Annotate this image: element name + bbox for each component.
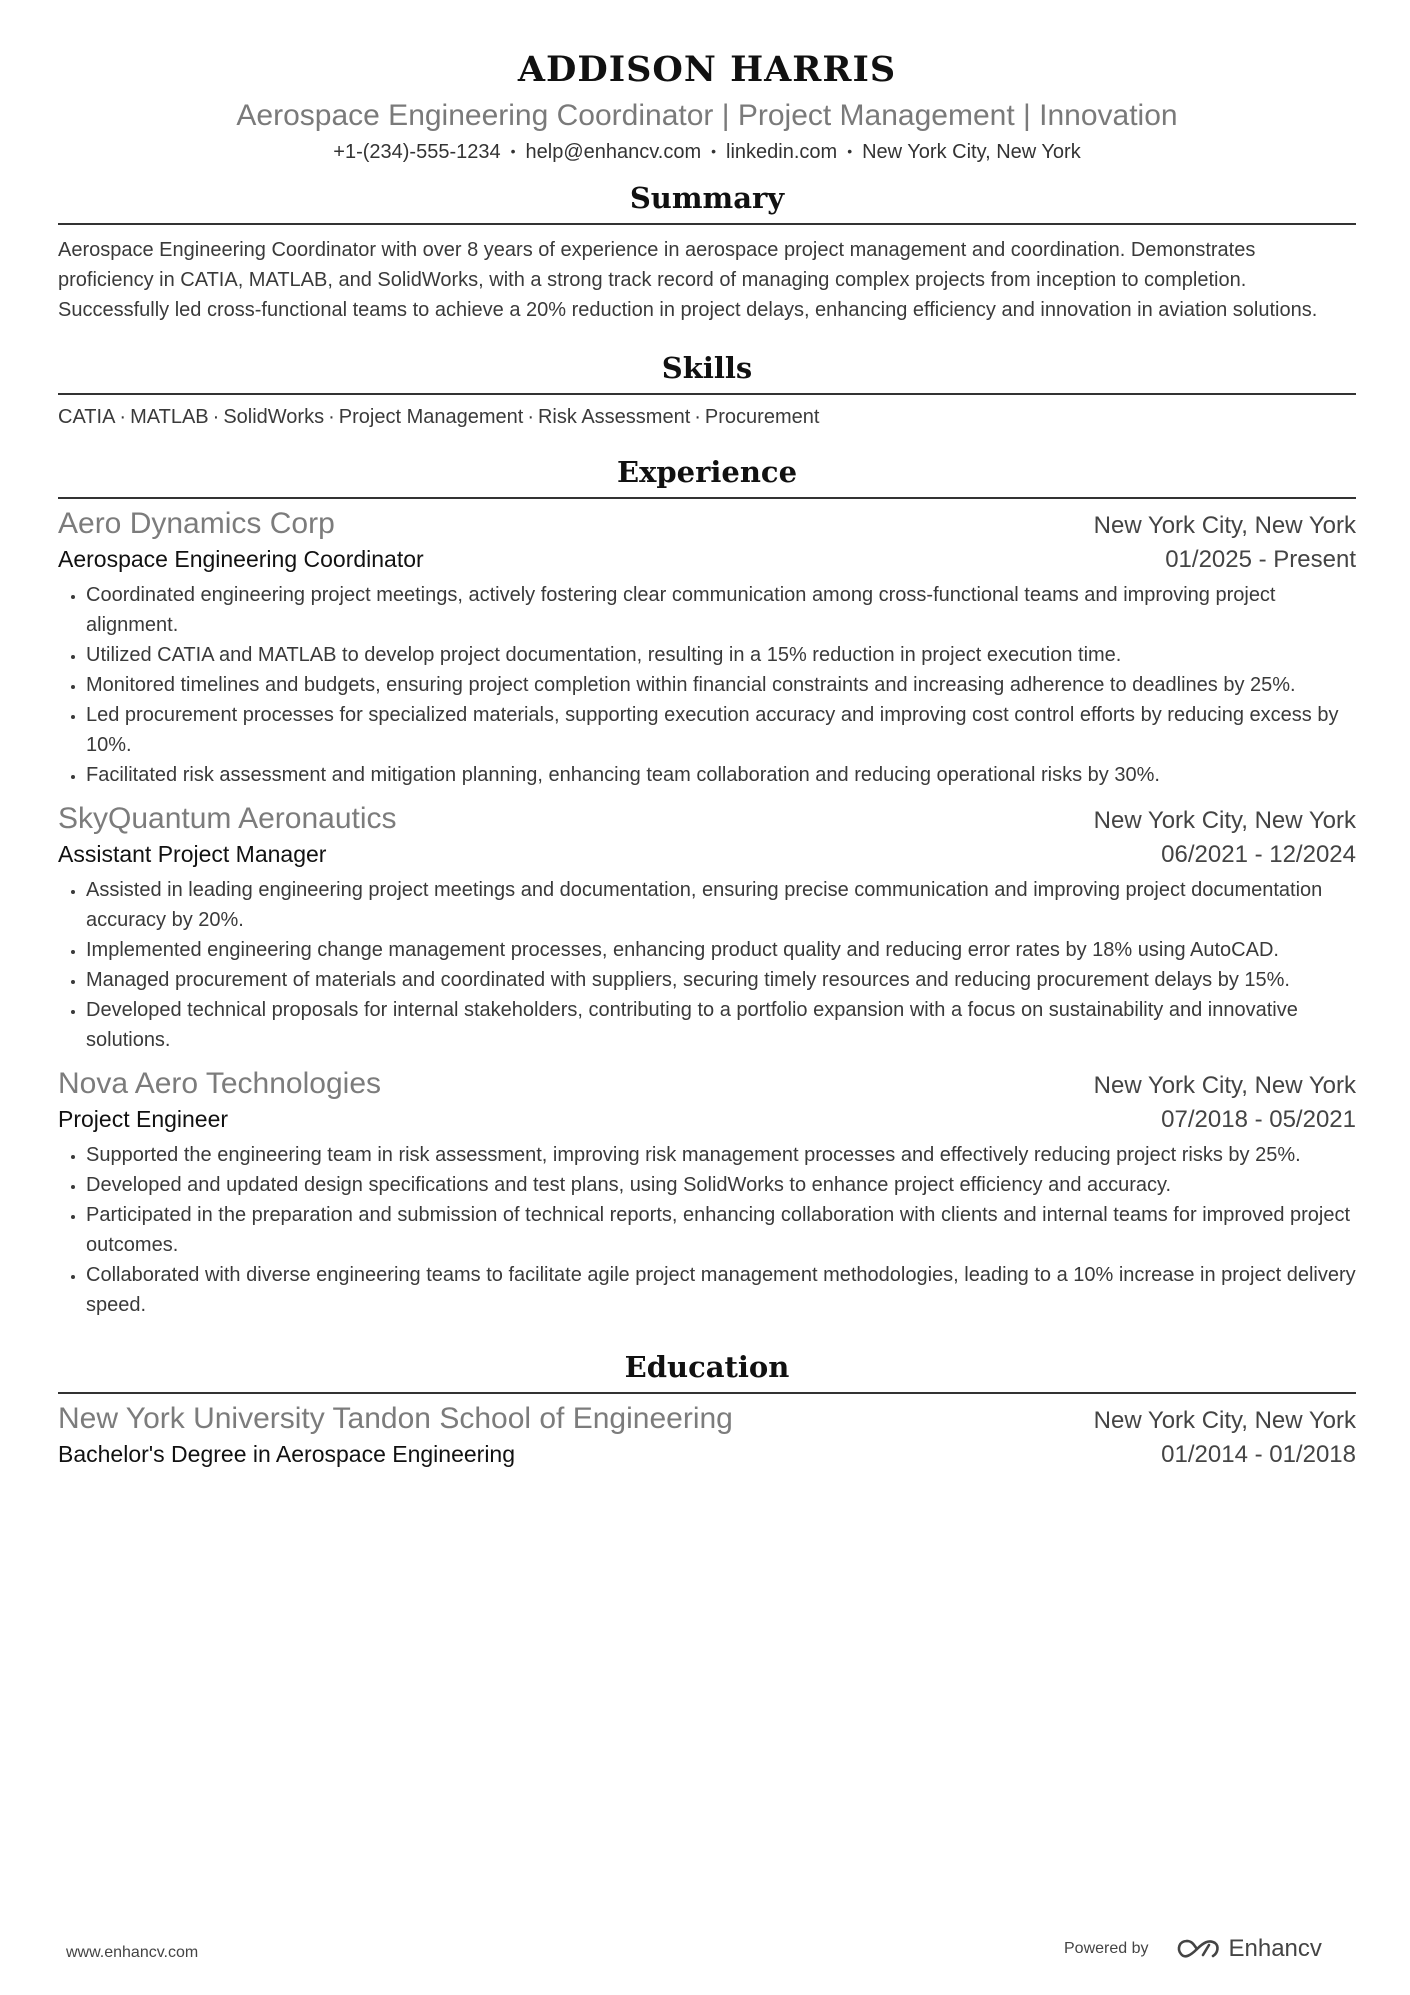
separator-dot: • (847, 143, 853, 159)
job-entry (58, 800, 1356, 1055)
location: New York City, New York (862, 141, 1081, 163)
bullet-item: • Developed technical proposals for internal stakeholders, contributing to a portfolio expansion with a focus on sustainability and innovative solutions. (86, 995, 1356, 1055)
powered-by-label: Powered by (1064, 1940, 1149, 1957)
skill-item: Risk Assessment (537, 406, 691, 428)
job-bullets (58, 1140, 1356, 1320)
section-title-skills: Skills (58, 349, 1356, 395)
bullet-item: • Facilitated risk assessment and mitigation planning, enhancing team collaboration and reducing operational risks by 30%. (86, 760, 1356, 790)
enhancv-logo-icon (1175, 1937, 1221, 1961)
bullet-item: • Implemented engineering change management processes, enhancing product quality and reducing error rates by 18% using AutoCAD. (86, 935, 1356, 965)
email-link[interactable]: help@enhancv.com (525, 141, 702, 163)
bullet-item: • Participated in the preparation and submission of technical reports, enhancing collaboration with clients and internal teams for improved project outcomes. (86, 1200, 1356, 1260)
brand-logo[interactable] (1175, 1935, 1322, 1963)
job-location: New York City, New York (1093, 512, 1356, 539)
summary-section (58, 179, 1356, 325)
job-entry (58, 1065, 1356, 1320)
linkedin-link[interactable]: linkedin.com (726, 141, 838, 163)
resume-header (58, 0, 1356, 165)
section-title-education: Education (58, 1348, 1356, 1394)
bullet-item: • Collaborated with diverse engineering teams to facilitate agile project management methodologies, leading to a 10% increase in project delivery speed. (86, 1260, 1356, 1320)
job-entry (58, 505, 1356, 790)
candidate-name: ADDISON HARRIS (517, 49, 897, 90)
school-name: New York University Tandon School of Engineering (58, 1402, 733, 1435)
separator-dot: · (119, 406, 127, 428)
job-title: Project Engineer (58, 1106, 229, 1132)
summary-text: Aerospace Engineering Coordinator with over 8 years of experience in aerospace project management and coordination. Demonstrates proficiency in CATIA, MATLAB, and SolidWorks, with a strong track record of managing complex projects from inception to completion. Successfully led cross-functional teams to achieve a 20% reduction in project delays, enhancing efficiency and innovation in aviation solutions. (58, 239, 1318, 321)
resume-page (58, 0, 1356, 1471)
separator-dot: • (711, 143, 717, 159)
headline: Aerospace Engineering Coordinator | Project Management | Innovation (236, 99, 1178, 132)
skill-item: MATLAB (130, 406, 209, 428)
education-section (58, 1348, 1356, 1471)
bullet-item: • Developed and updated design specifications and test plans, using SolidWorks to enhance project efficiency and accuracy. (86, 1170, 1356, 1200)
experience-section (58, 453, 1356, 1320)
separator-dot: · (527, 406, 534, 428)
job-bullets (58, 580, 1356, 790)
separator-dot: · (694, 406, 701, 428)
skills-section (58, 349, 1356, 431)
company-name: Nova Aero Technologies (58, 1067, 381, 1100)
school-location: New York City, New York (1093, 1407, 1356, 1434)
skills-list (58, 403, 1356, 431)
job-dates: 01/2025 - Present (1165, 546, 1356, 573)
job-location: New York City, New York (1093, 807, 1356, 834)
company-name: SkyQuantum Aeronautics (58, 802, 397, 835)
separator-dot: · (212, 406, 220, 428)
contact-line (58, 138, 1356, 165)
phone: +1-(234)-555-1234 (333, 141, 501, 163)
job-title: Assistant Project Manager (58, 841, 327, 867)
degree: Bachelor's Degree in Aerospace Engineering (58, 1441, 516, 1467)
job-dates: 07/2018 - 05/2021 (1161, 1106, 1356, 1133)
bullet-item: • Led procurement processes for specialized materials, supporting execution accuracy and improving cost control efforts by reducing excess by 10%. (86, 700, 1356, 760)
skill-item: SolidWorks (223, 406, 325, 428)
bullet-item: • Managed procurement of materials and coordinated with suppliers, securing timely resources and reducing procurement delays by 15%. (86, 965, 1356, 995)
job-title: Aerospace Engineering Coordinator (58, 546, 424, 572)
bullet-item: • Supported the engineering team in risk assessment, improving risk management processes and effectively reducing project risks by 25%. (86, 1140, 1356, 1170)
skill-item: Procurement (704, 406, 820, 428)
skill-item: Project Management (338, 406, 524, 428)
brand-name: Enhancv (1228, 1935, 1322, 1962)
separator-dot: · (328, 406, 335, 428)
skill-item: CATIA (58, 406, 116, 428)
job-bullets (58, 875, 1356, 1055)
education-dates: 01/2014 - 01/2018 (1161, 1441, 1356, 1468)
bullet-item: • Assisted in leading engineering project meetings and documentation, ensuring precise communication and improving project documentation accuracy by 20%. (86, 875, 1356, 935)
footer-branding (1064, 1935, 1322, 1963)
section-title-experience: Experience (58, 453, 1356, 499)
separator-dot: • (510, 143, 516, 159)
education-entry (58, 1400, 1356, 1471)
job-dates: 06/2021 - 12/2024 (1161, 841, 1356, 868)
job-location: New York City, New York (1093, 1072, 1356, 1099)
section-title-summary: Summary (58, 179, 1356, 225)
bullet-item: • Utilized CATIA and MATLAB to develop project documentation, resulting in a 15% reduction in project execution time. (86, 640, 1356, 670)
footer-website-link[interactable]: www.enhancv.com (66, 1944, 199, 1961)
bullet-item: • Coordinated engineering project meetings, actively fostering clear communication among cross-functional teams and improving project alignment. (86, 580, 1356, 640)
bullet-item: • Monitored timelines and budgets, ensuring project completion within financial constraints and increasing adherence to deadlines by 25%. (86, 670, 1356, 700)
company-name: Aero Dynamics Corp (58, 507, 335, 540)
